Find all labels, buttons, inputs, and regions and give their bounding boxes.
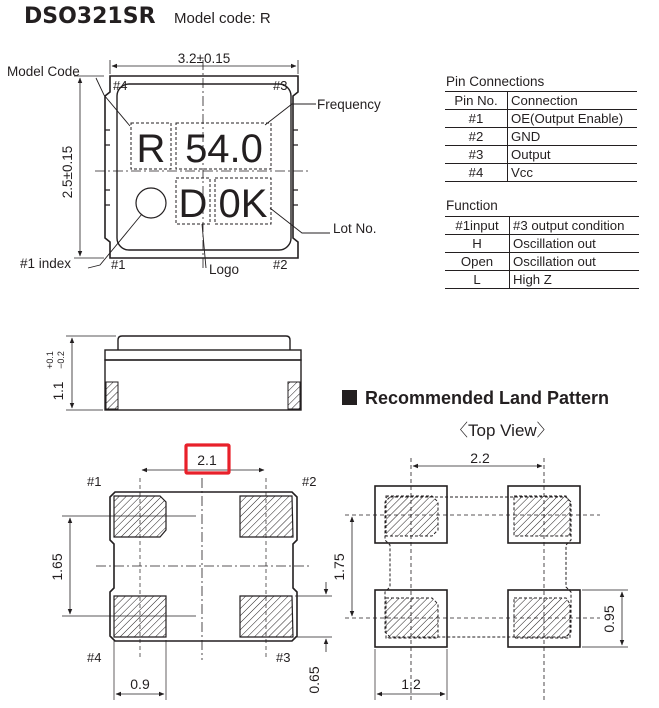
side-view-text bbox=[45, 351, 66, 400]
pin1-bottom-label: #1 bbox=[87, 474, 102, 489]
function-table bbox=[445, 216, 639, 289]
pin4-bottom-label: #4 bbox=[87, 650, 102, 665]
bottom-pitch-y-label: 1.65 bbox=[49, 553, 65, 581]
side-body bbox=[105, 350, 301, 360]
bottom-pitch-x-label: 2.1 bbox=[197, 452, 217, 468]
connection-cell: Vcc bbox=[508, 164, 638, 182]
table-row bbox=[445, 253, 639, 271]
land-pattern bbox=[345, 458, 628, 700]
table-row bbox=[445, 92, 637, 110]
marking-frequency: 54.0 bbox=[185, 127, 263, 171]
input-cell: H bbox=[445, 235, 510, 253]
pin-cell: #1 bbox=[445, 110, 508, 128]
land-pattern-heading bbox=[342, 388, 609, 409]
land-h-label: 0.95 bbox=[601, 605, 617, 633]
bottom-pad-h-label: 0.65 bbox=[306, 666, 322, 694]
marking-lot: 0K bbox=[218, 182, 268, 226]
output-cell: Oscillation out bbox=[510, 235, 640, 253]
function-header-input: #1input bbox=[445, 217, 510, 235]
model-code-line: Model code: R bbox=[173, 10, 271, 27]
table-row bbox=[445, 146, 637, 164]
pin-connections-table bbox=[445, 91, 637, 182]
side-height-label: 1.1 bbox=[51, 381, 66, 401]
side-tol-plus: +0.1 bbox=[45, 351, 55, 369]
side-lid bbox=[118, 336, 290, 350]
marking-logo: D bbox=[178, 182, 208, 226]
input-cell: L bbox=[445, 271, 510, 289]
connection-cell: OE(Output Enable) bbox=[508, 110, 638, 128]
pin-cell: #4 bbox=[445, 164, 508, 182]
pin2-top-label: #2 bbox=[273, 257, 288, 272]
pin-cell: #3 bbox=[445, 146, 508, 164]
pad-4 bbox=[114, 596, 166, 637]
side-view bbox=[66, 336, 301, 410]
pin2-bottom-label: #2 bbox=[302, 474, 317, 489]
square-bullet-icon bbox=[342, 390, 357, 405]
pin1-top-label: #1 bbox=[111, 257, 126, 272]
height-dim-label: 2.5±0.15 bbox=[60, 145, 75, 199]
pin-header-connection: Connection bbox=[508, 92, 638, 110]
pad-2 bbox=[240, 496, 293, 537]
bottom-pad-w-label: 0.9 bbox=[130, 676, 150, 692]
lot-no-label: Lot No. bbox=[333, 221, 377, 236]
pin-cell: #2 bbox=[445, 128, 508, 146]
logo-label: Logo bbox=[209, 262, 240, 277]
marking-model: R bbox=[136, 127, 166, 171]
connection-cell: GND bbox=[508, 128, 638, 146]
pin3-bottom-label: #3 bbox=[276, 650, 291, 665]
pad-3 bbox=[240, 596, 293, 637]
side-tol-minus: −0.2 bbox=[56, 351, 66, 369]
side-base bbox=[105, 360, 301, 410]
pin-header-pin-no: Pin No. bbox=[445, 92, 508, 110]
width-dim-label: 3.2±0.15 bbox=[177, 51, 231, 66]
input-cell: Open bbox=[445, 253, 510, 271]
frequency-label: Frequency bbox=[317, 97, 381, 112]
top-view-subheading: 〈Top View〉 bbox=[451, 421, 554, 440]
connection-cell: Output bbox=[508, 146, 638, 164]
table-row bbox=[445, 217, 639, 235]
table-row bbox=[445, 235, 639, 253]
output-cell: Oscillation out bbox=[510, 253, 640, 271]
top-view-text bbox=[7, 51, 381, 277]
function-header-output: #3 output condition bbox=[510, 217, 640, 235]
land-w-label: 1.2 bbox=[401, 676, 421, 692]
index-label: #1 index bbox=[20, 256, 72, 271]
land-pattern-heading-text: Recommended Land Pattern bbox=[365, 388, 610, 408]
land-pitch-y-label: 1.75 bbox=[331, 553, 347, 581]
table-row bbox=[445, 128, 637, 146]
bottom-view bbox=[62, 470, 332, 700]
function-title: Function bbox=[446, 198, 498, 213]
part-name: DSO321SR bbox=[24, 4, 156, 29]
table-row bbox=[445, 164, 637, 182]
output-cell: High Z bbox=[510, 271, 640, 289]
model-code-label: Model Code bbox=[7, 64, 80, 79]
pin-connections-title: Pin Connections bbox=[446, 74, 545, 89]
pin3-top-label: #3 bbox=[273, 78, 288, 93]
table-row bbox=[445, 271, 639, 289]
pin4-top-label: #4 bbox=[113, 78, 128, 93]
pin1-index-circle bbox=[136, 188, 166, 218]
bottom-view-text bbox=[49, 452, 322, 694]
table-row bbox=[445, 110, 637, 128]
land-pitch-x-label: 2.2 bbox=[470, 450, 490, 466]
